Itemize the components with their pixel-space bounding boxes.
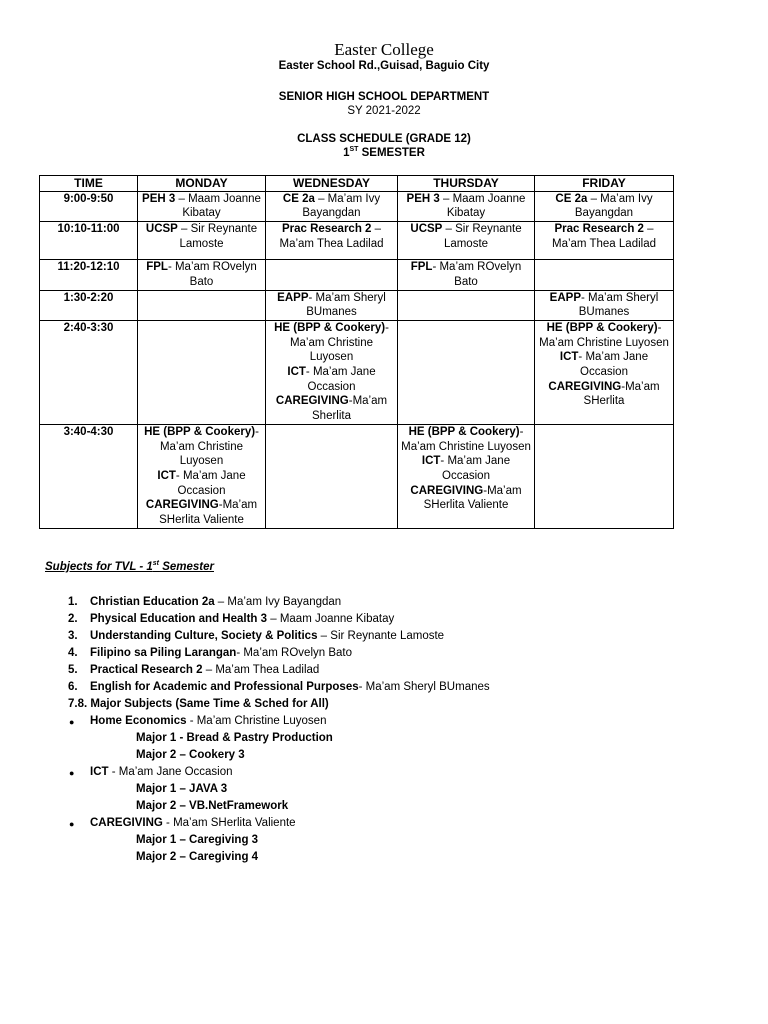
teacher-name: – Maam Joanne Kibatay <box>175 192 261 220</box>
list-item <box>90 613 394 625</box>
time-cell: 11:20-12:10 <box>40 260 138 290</box>
subject-code: FPL <box>146 261 168 274</box>
schedule-cell <box>398 290 535 320</box>
schedule-cell <box>398 191 535 221</box>
teacher-name: – Ma’am Thea Ladilad <box>279 223 384 250</box>
teacher-name: - Ma’am Jane Occasion <box>175 470 246 497</box>
major-item: Major 1 – Caregiving 3 <box>136 834 259 846</box>
subject-code: CAREGIVING <box>410 484 484 497</box>
teacher-name: - Ma’am Jane Occasion <box>578 351 649 379</box>
schedule-cell <box>398 424 535 528</box>
subject-code: FPL <box>410 261 433 274</box>
teacher-name: - Ma’am Jane Occasion <box>440 455 511 483</box>
college-name: Easter College <box>334 40 434 59</box>
department-title: SENIOR HIGH SCHOOL DEPARTMENT <box>278 91 490 103</box>
schedule-cell <box>266 260 398 290</box>
semester-number: 1 <box>343 147 350 159</box>
teacher-name: – Ma’am Ivy Bayangdan <box>214 596 342 608</box>
subject-name: Practical Research 2 <box>90 664 203 676</box>
teacher-name: - Ma’am ROvelyn Bato <box>432 261 522 288</box>
schedule-cell <box>138 424 266 528</box>
subject-name: Christian Education 2a <box>90 596 215 608</box>
subject-code: Prac Research 2 <box>554 223 644 236</box>
teacher-name: - Ma’am Christine Luyosen <box>186 715 327 727</box>
list-item <box>90 681 490 693</box>
teacher-name: -Ma’am Sherlita <box>312 395 388 423</box>
subject-code: PEH 3 <box>406 192 440 205</box>
subject-code: PEH 3 <box>142 192 176 205</box>
teacher-name: - Ma’am SHerlita Valiente <box>162 817 296 829</box>
bullet-icon: ● <box>69 717 75 727</box>
time-cell: 2:40-3:30 <box>40 320 138 424</box>
strand-name: Home Economics <box>90 715 187 727</box>
time-cell: 10:10-11:00 <box>40 222 138 260</box>
subject-code: Prac Research 2 <box>281 223 372 236</box>
subjects-title <box>45 561 214 573</box>
teacher-name: -Ma’am SHerlita <box>583 380 660 408</box>
teacher-name: - Ma’am Sheryl BUmanes <box>578 291 659 319</box>
subject-name: English for Academic and Professional Purposes <box>90 681 359 693</box>
teacher-name: - Ma’am Jane Occasion <box>108 766 233 778</box>
schedule-cell <box>138 191 266 221</box>
schedule-cell <box>266 424 398 528</box>
bullet-item <box>90 817 296 829</box>
strand-name: ICT <box>90 766 109 778</box>
schedule-cell <box>138 320 266 424</box>
bullet-icon: ● <box>69 819 75 829</box>
list-item-number: 4. <box>68 647 78 659</box>
subject-code: ICT <box>157 470 176 483</box>
teacher-name: -Ma’am SHerlita Valiente <box>159 499 258 527</box>
schedule-cell <box>398 320 535 424</box>
subject-code: HE (BPP & Cookery) <box>408 425 520 438</box>
schedule-cell <box>535 290 674 320</box>
major-item: Major 1 – JAVA 3 <box>136 783 228 795</box>
schedule-cell <box>535 424 674 528</box>
major-item: Major 1 - Bread & Pastry Production <box>136 732 333 744</box>
list-item <box>90 664 319 676</box>
table-row <box>40 191 674 221</box>
teacher-name: – Ma’am Thea Ladilad <box>202 664 320 676</box>
teacher-name: - Ma’am Sheryl BUmanes <box>358 681 490 693</box>
schedule-cell <box>266 320 398 424</box>
list-item-number: 3. <box>68 630 78 642</box>
list-item <box>90 630 444 642</box>
subject-name: Understanding Culture, Society & Politics <box>90 630 318 642</box>
subject-code: CAREGIVING <box>145 499 219 512</box>
time-cell: 1:30-2:20 <box>40 290 138 320</box>
subject-code: CAREGIVING <box>548 380 622 393</box>
teacher-name: – Maam Joanne Kibatay <box>439 192 526 220</box>
subject-code: HE (BPP & Cookery) <box>274 321 386 334</box>
subject-code: HE (BPP & Cookery) <box>546 321 658 334</box>
subject-code: ICT <box>287 366 306 379</box>
schedule-cell <box>535 320 674 424</box>
teacher-name: - Ma’am Sheryl BUmanes <box>306 291 386 319</box>
subject-code: HE (BPP & Cookery) <box>144 425 256 438</box>
schedule-cell <box>138 260 266 290</box>
semester-word: SEMESTER <box>358 147 425 159</box>
col-header-monday: MONDAY <box>138 176 266 192</box>
teacher-name: – Sir Reynante Lamoste <box>317 630 445 642</box>
teacher-name: – Ma’am Ivy Bayangdan <box>302 192 381 220</box>
teacher-name: -Ma’am SHerlita Valiente <box>423 484 522 512</box>
list-item-number: 6. <box>68 681 78 693</box>
teacher-name: - Ma’am Christine Luyosen <box>539 321 669 349</box>
semester-label <box>0 147 768 159</box>
list-item <box>90 647 352 659</box>
col-header-wednesday: WEDNESDAY <box>266 176 398 192</box>
subject-code: UCSP <box>145 223 178 236</box>
list-item-number: 5. <box>68 664 78 676</box>
subject-code: EAPP <box>277 291 309 304</box>
schedule-cell <box>138 290 266 320</box>
schedule-table <box>39 175 674 529</box>
semester-superscript: ST <box>349 146 359 153</box>
time-cell: 3:40-4:30 <box>40 424 138 528</box>
teacher-name: - Ma’am Christine Luyosen <box>401 425 531 453</box>
table-row <box>40 424 674 528</box>
col-header-thursday: THURSDAY <box>398 176 535 192</box>
school-year: SY 2021-2022 <box>347 105 421 117</box>
major-item: Major 2 – VB.NetFramework <box>136 800 289 812</box>
teacher-name: - Ma’am Christine Luyosen <box>289 321 389 364</box>
schedule-header-row <box>40 176 674 192</box>
subject-code: UCSP <box>410 223 443 236</box>
teacher-name: – Sir Reynante Lamoste <box>442 223 522 250</box>
major-subjects-heading: 7.8. Major Subjects (Same Time & Sched for All) <box>68 698 329 710</box>
table-row <box>40 260 674 290</box>
list-item-number: 2. <box>68 613 78 625</box>
schedule-cell <box>535 222 674 260</box>
schedule-title: CLASS SCHEDULE (GRADE 12) <box>297 133 471 145</box>
col-header-time: TIME <box>40 176 138 192</box>
time-cell: 9:00-9:50 <box>40 191 138 221</box>
schedule-cell <box>398 260 535 290</box>
teacher-name: – Sir Reynante Lamoste <box>177 223 258 250</box>
schedule-cell <box>266 290 398 320</box>
schedule-cell <box>266 222 398 260</box>
schedule-cell <box>266 191 398 221</box>
subjects-title-tail: Semester <box>159 561 214 573</box>
list-item-number: 1. <box>68 596 78 608</box>
strand-name: CAREGIVING <box>90 817 163 829</box>
bullet-item <box>90 715 326 727</box>
schedule-cell <box>535 260 674 290</box>
schedule-cell <box>398 222 535 260</box>
subject-code: EAPP <box>549 291 581 304</box>
bullet-icon: ● <box>69 768 75 778</box>
subject-code: CAREGIVING <box>275 395 349 408</box>
subject-name: Filipino sa Piling Larangan <box>90 647 237 659</box>
bullet-item <box>90 766 233 778</box>
teacher-name: - Ma’am Jane Occasion <box>305 366 376 393</box>
teacher-name: - Ma’am ROvelyn Bato <box>236 647 353 659</box>
subject-code: ICT <box>559 351 579 364</box>
subject-code: CE 2a <box>555 192 588 205</box>
table-row <box>40 290 674 320</box>
subject-code: ICT <box>421 455 441 468</box>
schedule-cell <box>138 222 266 260</box>
table-row <box>40 320 674 424</box>
college-address: Easter School Rd.,Guisad, Baguio City <box>278 60 490 72</box>
teacher-name: - Ma’am ROvelyn Bato <box>167 261 257 288</box>
subjects-title-main: Subjects for TVL - 1 <box>45 561 153 573</box>
teacher-name: - Ma’am Christine Luyosen <box>159 425 259 468</box>
teacher-name: – Ma’am Ivy Bayangdan <box>574 192 653 220</box>
table-row <box>40 222 674 260</box>
list-item <box>90 596 341 608</box>
subjects-title-sup: st <box>152 560 160 567</box>
subject-name: Physical Education and Health 3 <box>90 613 268 625</box>
col-header-friday: FRIDAY <box>535 176 674 192</box>
major-item: Major 2 – Caregiving 4 <box>136 851 259 863</box>
teacher-name: – Ma’am Thea Ladilad <box>552 223 656 250</box>
major-item: Major 2 – Cookery 3 <box>136 749 245 761</box>
subject-code: CE 2a <box>282 192 315 205</box>
schedule-cell <box>535 191 674 221</box>
teacher-name: – Maam Joanne Kibatay <box>267 613 395 625</box>
